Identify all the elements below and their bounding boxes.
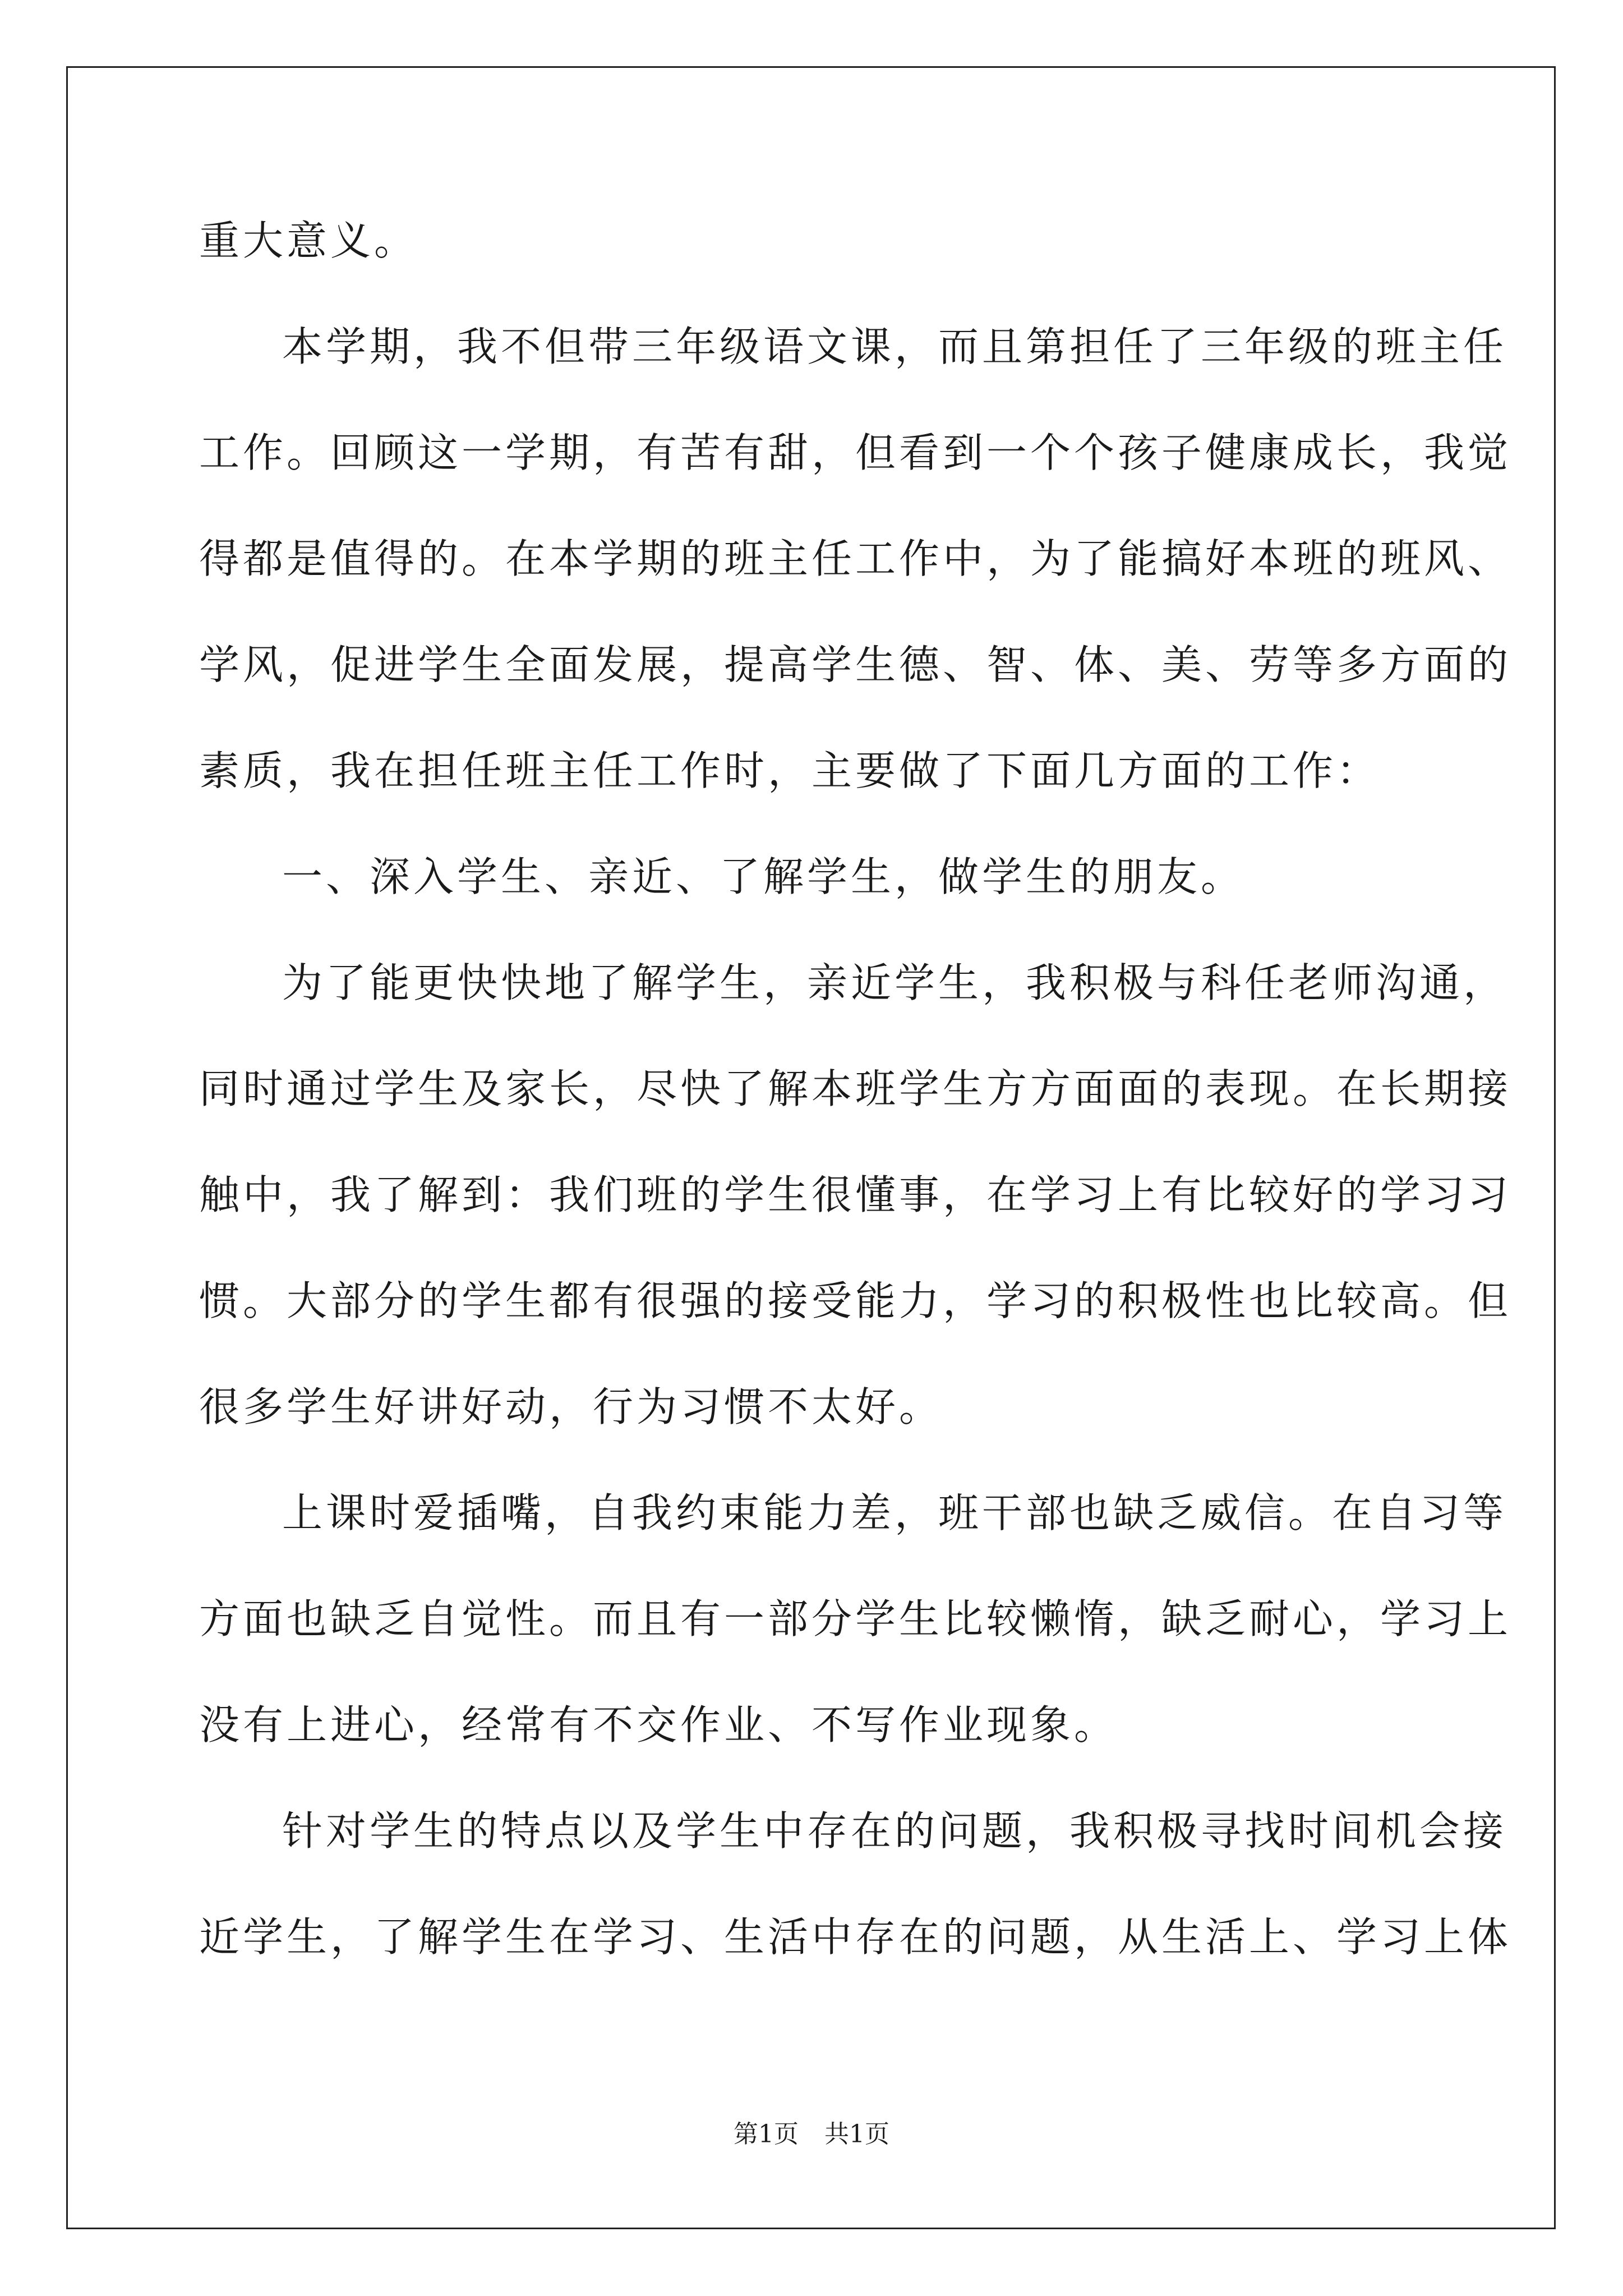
text-line: 重大意义。 [199, 217, 418, 264]
document-body [199, 216, 1512, 1962]
text-line: 素质，我在担任班主任工作时，主要做了下面几方面的工作： [199, 747, 1381, 794]
text-line: 惯。大部分的学生都有很强的接受能力，学习的积极性也比较高。但 [199, 1277, 1512, 1324]
text-line: 得都是值得的。在本学期的班主任工作中，为了能搞好本班的班风、 [199, 535, 1512, 582]
text-line: 同时通过学生及家长，尽快了解本班学生方方面面的表现。在长期接 [199, 1065, 1512, 1112]
page-total: 共1页 [824, 2120, 889, 2148]
page-footer [0, 2119, 1623, 2150]
text-line: 针对学生的特点以及学生中存在的问题，我积极寻找时间机会接 [282, 1807, 1507, 1855]
section-heading: 一、深入学生、亲近、了解学生，做学生的朋友。 [282, 853, 1245, 900]
text-line: 上课时爱插嘴，自我约束能力差，班干部也缺乏威信。在自习等 [282, 1489, 1507, 1536]
text-line: 触中，我了解到：我们班的学生很懂事，在学习上有比较好的学习习 [199, 1171, 1512, 1218]
page-number: 第1页 [734, 2120, 799, 2148]
text-line: 工作。回顾这一学期，有苦有甜，但看到一个个孩子健康成长，我觉 [199, 429, 1512, 476]
text-line: 很多学生好讲好动，行为习惯不太好。 [199, 1383, 943, 1430]
text-line: 为了能更快快地了解学生，亲近学生，我积极与科任老师沟通， [282, 959, 1507, 1006]
text-line: 学风，促进学生全面发展，提高学生德、智、体、美、劳等多方面的 [199, 641, 1512, 688]
text-line: 近学生，了解学生在学习、生活中存在的问题，从生活上、学习上体 [199, 1913, 1512, 1961]
text-line: 方面也缺乏自觉性。而且有一部分学生比较懒惰，缺乏耐心，学习上 [199, 1595, 1512, 1642]
text-line: 没有上进心，经常有不交作业、不写作业现象。 [199, 1701, 1118, 1749]
text-line: 本学期，我不但带三年级语文课，而且第担任了三年级的班主任 [282, 323, 1507, 370]
